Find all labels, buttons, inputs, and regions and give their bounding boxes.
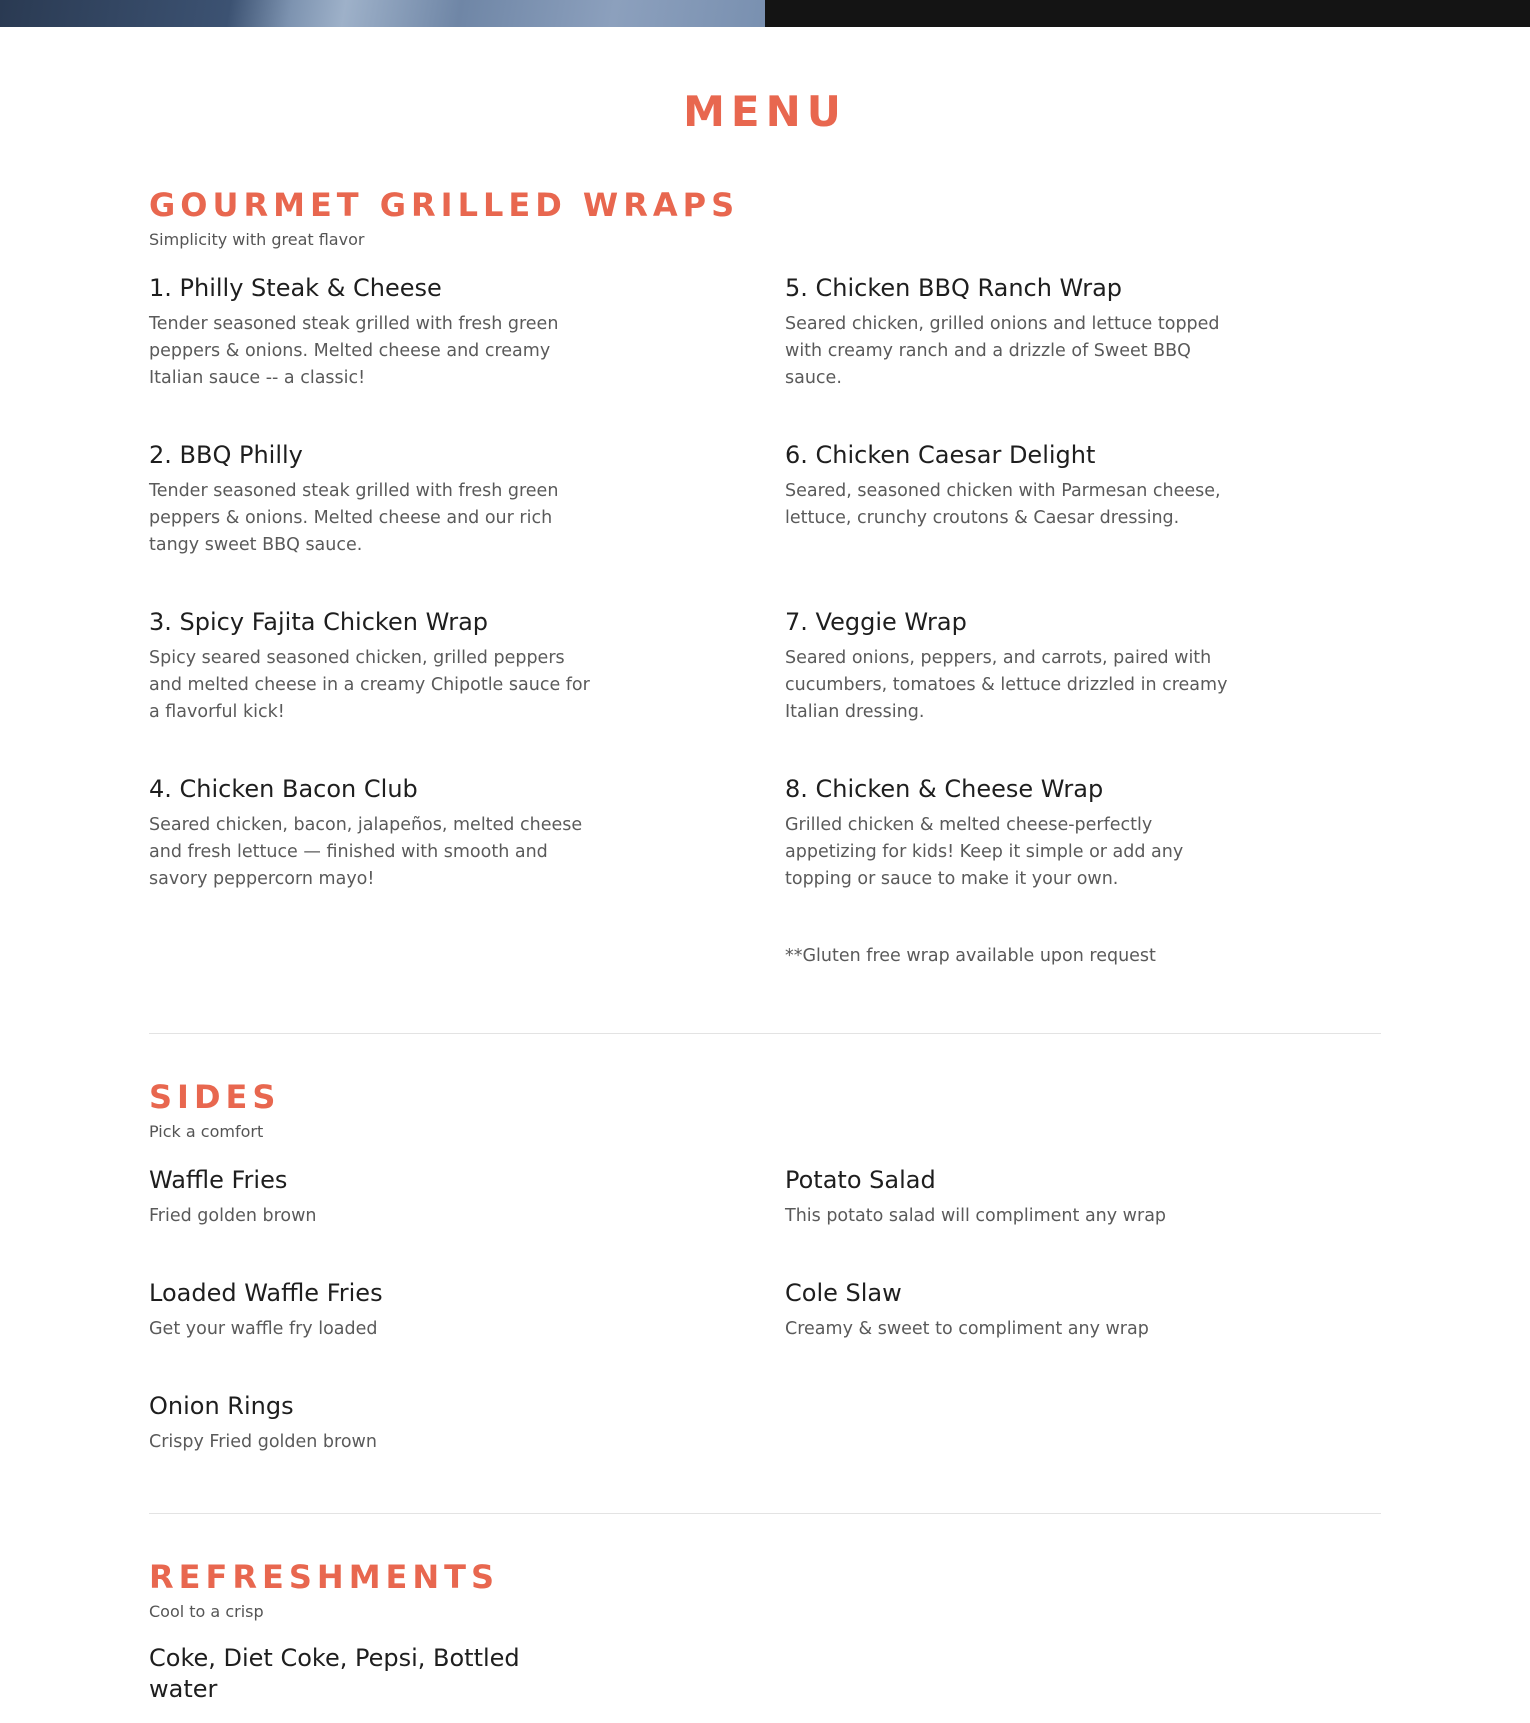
menu-item-description: Grilled chicken & melted cheese-perfectly appetizing for kids! Keep it simple or add any topping or sauce to make it your own. <box>785 815 1184 889</box>
menu-item-description: This potato salad will compliment any wrap <box>785 1206 1167 1226</box>
menu-item <box>785 438 1245 605</box>
menu-item <box>149 1276 609 1389</box>
wraps-column-right <box>785 271 1245 939</box>
menu-item-name: 7. Veggie Wrap <box>785 608 967 636</box>
hero-dark-panel <box>765 0 1530 27</box>
sides-column-left <box>149 1163 609 1502</box>
page-title: MENU <box>683 87 847 136</box>
menu-item-description: Seared onions, peppers, and carrots, paired with cucumbers, tomatoes & lettuce drizzled in creamy Italian dressing. <box>785 648 1228 722</box>
wraps-section-title: GOURMET GRILLED WRAPS <box>149 186 740 224</box>
wraps-section-subtitle: Simplicity with great flavor <box>149 230 365 249</box>
menu-item-description: Seared chicken, bacon, jalapeños, melted cheese and fresh lettuce — finished with smooth and savory peppercorn mayo! <box>149 815 583 889</box>
sides-column-right <box>785 1163 1245 1389</box>
menu-item-name: Waffle Fries <box>149 1166 288 1194</box>
menu-item-name: Cole Slaw <box>785 1279 902 1307</box>
menu-item-description: Tender seasoned steak grilled with fresh green peppers & onions. Melted cheese and our rich tangy sweet BBQ sauce. <box>149 481 559 555</box>
refreshments-section-subtitle: Cool to a crisp <box>149 1602 264 1621</box>
gluten-free-note: **Gluten free wrap available upon request <box>785 946 1156 966</box>
menu-item <box>149 1163 609 1276</box>
sides-section-title: SIDES <box>149 1078 281 1116</box>
sides-section-subtitle: Pick a comfort <box>149 1122 264 1141</box>
menu-item-description: Seared chicken, grilled onions and lettuce topped with creamy ranch and a drizzle of Sweet BBQ sauce. <box>785 314 1220 388</box>
menu-item-name: Potato Salad <box>785 1166 936 1194</box>
hero-banner-strip <box>0 0 1530 27</box>
refreshments-section-title: REFRESHMENTS <box>149 1558 500 1596</box>
menu-item <box>785 605 1245 772</box>
refreshments-section <box>149 1557 1381 1705</box>
menu-item-description: Crispy Fried golden brown <box>149 1432 377 1452</box>
menu-item-name: 2. BBQ Philly <box>149 441 303 469</box>
menu-item <box>149 1389 609 1502</box>
menu-item-description: Tender seasoned steak grilled with fresh green peppers & onions. Melted cheese and creamy Italian sauce -- a classic! <box>149 314 559 388</box>
menu-item <box>785 271 1245 438</box>
menu-item <box>149 438 609 605</box>
menu-item-description: Seared, seasoned chicken with Parmesan cheese, lettuce, crunchy croutons & Caesar dressing. <box>785 481 1221 528</box>
wraps-grid <box>149 271 1381 966</box>
menu-item <box>785 1163 1245 1276</box>
section-divider <box>149 1513 1381 1514</box>
menu-item-name: Coke, Diet Coke, Pepsi, Bottled water <box>149 1644 520 1703</box>
sides-grid <box>149 1163 1381 1503</box>
sides-section <box>149 1077 1381 1503</box>
menu-item-name: 8. Chicken & Cheese Wrap <box>785 775 1104 803</box>
menu-item-name: 3. Spicy Fajita Chicken Wrap <box>149 608 489 636</box>
menu-item <box>785 772 1245 939</box>
menu-item <box>785 1276 1245 1389</box>
menu-item-description: Get your waffle fry loaded <box>149 1319 378 1339</box>
menu-item-name: 6. Chicken Caesar Delight <box>785 441 1096 469</box>
menu-item-name: 5. Chicken BBQ Ranch Wrap <box>785 274 1123 302</box>
menu-item-name: Onion Rings <box>149 1392 294 1420</box>
wraps-section <box>149 185 1381 966</box>
menu-item-description: Fried golden brown <box>149 1206 317 1226</box>
menu-item <box>149 271 609 438</box>
menu-item-description: Creamy & sweet to compliment any wrap <box>785 1319 1149 1339</box>
menu-item-name: 1. Philly Steak & Cheese <box>149 274 442 302</box>
menu-item-description: Spicy seared seasoned chicken, grilled peppers and melted cheese in a creamy Chipotle sauce for a flavorful kick! <box>149 648 590 722</box>
section-divider <box>149 1033 1381 1034</box>
menu-item-name: 4. Chicken Bacon Club <box>149 775 418 803</box>
hero-photo <box>0 0 765 27</box>
wraps-column-left <box>149 271 609 939</box>
menu-item <box>149 772 609 939</box>
menu-item <box>149 605 609 772</box>
menu-item-name: Loaded Waffle Fries <box>149 1279 383 1307</box>
